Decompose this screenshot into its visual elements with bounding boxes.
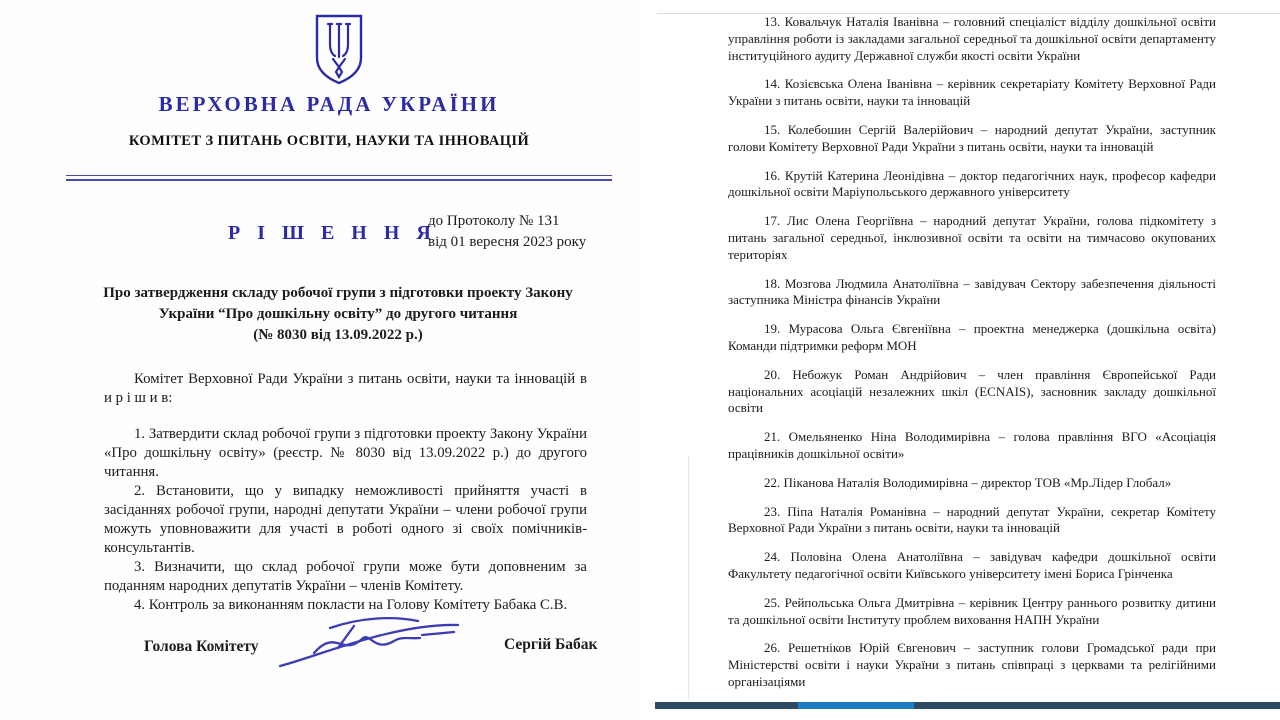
decision-item-paragraph: 1. Затвердити склад робочої групи з підготовки проекту Закону України «Про дошкільну освіту» (реєстр. № 8030 від 13.09.2022 р.) до другого читання. <box>104 426 587 480</box>
decision-item-paragraph: 2. Встановити, що у випадку неможливості прийняття участі в засіданнях робочої групи, народні депутати України – члени робочої групи можуть уповноважити для участі в роботі одного зі своїх помічників-консультантів. <box>104 483 587 556</box>
protocol-reference <box>428 211 618 253</box>
decision-items <box>104 425 587 615</box>
member-paragraph: 26. Решетніков Юрій Євгенович – заступник голови Громадської ради при Міністерстві освіти і науки України з питань співпраці з церквами та релігійними організаціями <box>728 640 1216 689</box>
horizontal-scrollbar-thumb[interactable] <box>798 702 914 709</box>
protocol-line2: від 01 вересня 2023 року <box>428 234 587 250</box>
header-double-rule <box>66 175 612 181</box>
preamble-paragraph: Комітет Верховної Ради України з питань освіти, науки та інновацій в и р і ш и в: <box>104 371 587 406</box>
member-paragraph: 20. Небожук Роман Андрійович – член правління Європейської Ради національних асоціацій незалежних шкіл (ECNAIS), засновник закладу дошкільної освіти <box>728 366 1216 416</box>
member-paragraph: 25. Рейпольська Ольга Дмитрівна – керівник Центру раннього розвитку дитини та дошкільної освіти Інституту проблем виховання НАПН України <box>728 594 1216 627</box>
decision-body <box>104 370 587 615</box>
signature-role-label: Голова Комітету <box>144 638 259 655</box>
decision-heading: Р І Ш Е Н Н Я <box>228 222 437 244</box>
horizontal-scrollbar-track[interactable] <box>655 702 1280 709</box>
member-paragraph: 15. Колебошин Сергій Валерійович – народний депутат України, заступник голови Комітету Верховної Ради України з питань освіти, науки та інновацій <box>728 121 1216 154</box>
member-paragraph: 17. Лис Олена Георгіївна – народний депутат України, голова підкомітету з питань загальної середньої, інклюзивної освіти та освіти на тимчасово окупованих територіях <box>728 213 1216 262</box>
signature-name: Сергій Бабак <box>504 636 598 653</box>
decision-item-paragraph: 4. Контроль за виконанням покласти на Голову Комітету Бабака С.В. <box>134 597 568 613</box>
org-title: ВЕРХОВНА РАДА УКРАЇНИ <box>158 92 500 116</box>
member-paragraph: 22. Піканова Наталія Володимирівна – директор ТОВ «Мр.Лідер Глобал» <box>764 474 1172 490</box>
signature-icon <box>276 608 466 680</box>
member-paragraph: 23. Піпа Наталія Романівна – народний депутат України, секретар Комітету Верховної Ради України з питань освіти, науки та інновацій <box>728 503 1216 536</box>
working-group-member-list <box>728 14 1216 703</box>
member-paragraph: 21. Омельяненко Ніна Володимирівна – голова правління ВГО «Асоціація працівників дошкільної освіти» <box>728 429 1216 461</box>
member-paragraph: 14. Козієвська Олена Іванівна – керівник секретаріату Комітету Верховної Ради України з питань освіти, науки та інновацій <box>728 76 1216 109</box>
committee-title: КОМІТЕТ З ПИТАНЬ ОСВІТИ, НАУКИ ТА ІННОВАЦІЙ <box>128 133 530 149</box>
subject-line3: (№ 8030 від 13.09.2022 р.) <box>253 327 423 343</box>
document-page-left <box>0 0 637 720</box>
member-paragraph: 18. Мозгова Людмила Анатоліївна – завідувач Сектору забезпечення діяльності заступника Міністра фінансів України <box>728 275 1216 308</box>
ukraine-trident-icon <box>312 13 366 87</box>
protocol-line1: до Протоколу № 131 <box>428 213 560 229</box>
member-paragraph: 24. Половіна Олена Анатоліївна – завідувач кафедри дошкільної освіти Факультету педагогічної освіти Київського університету імені Бориса Грінченка <box>728 549 1216 581</box>
right-page-left-edge <box>688 455 689 700</box>
subject-line2: України “Про дошкільну освіту” до другого читання <box>158 306 518 322</box>
member-paragraph: 16. Крутій Катерина Леонідівна – доктор педагогічних наук, професор кафедри дошкільної освіти Маріупольського державного університету <box>728 167 1216 200</box>
decision-item-paragraph: 3. Визначити, що склад робочої групи може бути доповненим за поданням народних депутатів України – членів Комітету. <box>104 559 587 594</box>
member-paragraph: 19. Мурасова Ольга Євгеніївна – проектна менеджерка (дошкільна освіта) Команди підтримки реформ МОН <box>728 321 1216 353</box>
member-paragraph: 13. Ковальчук Наталія Іванівна – головний спеціаліст відділу дошкільної освіти управління роботи із закладами загальної середньої та дошкільної освіти департаменту інституційного аудиту Державної служби якості освіти України <box>728 14 1216 63</box>
decision-subject <box>88 283 588 346</box>
subject-line1: Про затвердження складу робочої групи з підготовки проекту Закону <box>103 285 573 301</box>
